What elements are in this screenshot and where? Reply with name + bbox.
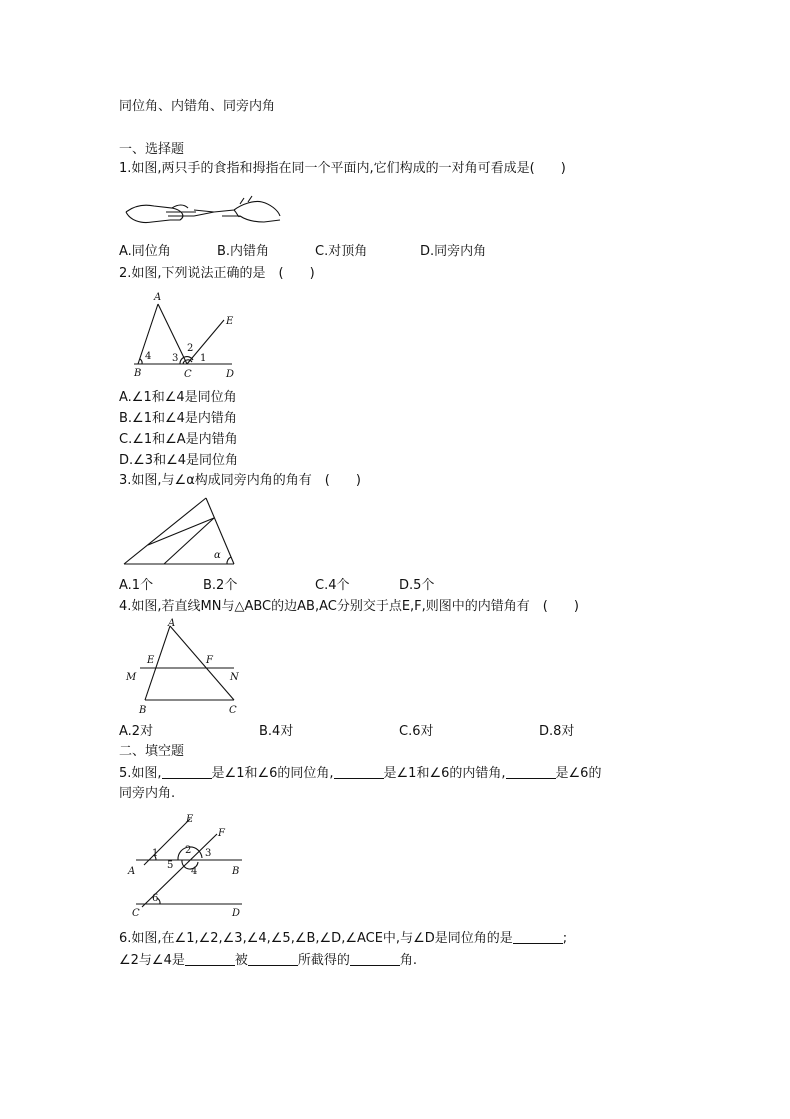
q2-label-e: E [226, 316, 234, 327]
q2-option-c: C.∠1和∠A是内错角 [119, 432, 238, 447]
q5-angle-5: 5 [167, 860, 174, 871]
q5-angle-1: 1 [152, 848, 159, 859]
q5-text-3: 是∠1和∠6的内错角, [383, 766, 506, 781]
q6-blank-3[interactable] [248, 952, 298, 966]
q2-angle-4: 4 [145, 351, 152, 362]
q1-option-b: B.内错角 [217, 244, 270, 259]
question-6-line-1 [119, 930, 567, 948]
q5-angle-6: 6 [152, 893, 159, 904]
q5-angle-3: 3 [205, 848, 212, 859]
q3-triangle-figure [122, 496, 242, 568]
q2-label-b: B [134, 368, 142, 379]
q2-angle-1: 1 [200, 353, 207, 364]
question-1-text: 1.如图,两只手的食指和拇指在同一个平面内,它们构成的一对角可看成是( ) [119, 161, 566, 176]
q2-triangle-figure [124, 290, 254, 380]
question-6-line-2 [119, 952, 417, 970]
q6-text-2b: 被 [234, 953, 248, 968]
section-fill-heading: 二、填空题 [119, 744, 185, 759]
q6-text-1: 6.如图,在∠1,∠2,∠3,∠4,∠5,∠B,∠D,∠ACE中,与∠D是同位角的是 [119, 931, 513, 946]
q5-text-1: 5.如图, [119, 766, 162, 781]
q6-blank-4[interactable] [350, 952, 400, 966]
q4-option-d: D.8对 [539, 724, 575, 739]
q5-angle-4: 4 [191, 866, 198, 877]
q6-text-2c: 所截得的 [297, 953, 350, 968]
q2-option-a: A.∠1和∠4是同位角 [119, 390, 237, 405]
q5-label-f: F [218, 828, 225, 839]
q5-blank-2[interactable] [334, 765, 384, 779]
q4-option-c: C.6对 [399, 724, 434, 739]
q3-label-alpha: α [214, 550, 221, 561]
q5-blank-1[interactable] [162, 765, 212, 779]
q5-blank-3[interactable] [506, 765, 556, 779]
q2-label-a: A [154, 292, 162, 303]
q1-option-c: C.对顶角 [315, 244, 368, 259]
page-title: 同位角、内错角、同旁内角 [119, 99, 276, 114]
q1-option-a: A.同位角 [119, 244, 171, 259]
q2-option-d: D.∠3和∠4是同位角 [119, 453, 238, 468]
q4-option-b: B.4对 [259, 724, 294, 739]
q6-text-2a: ∠2与∠4是 [119, 953, 185, 968]
q5-parallel-lines-figure [124, 812, 254, 922]
q5-text-2: 是∠1和∠6的同位角, [211, 766, 334, 781]
q4-triangle-figure [122, 618, 252, 718]
q4-label-m: M [126, 672, 137, 683]
q5-text-4: 是∠6的 [555, 766, 602, 781]
q6-blank-1[interactable] [513, 930, 563, 944]
question-2-text: 2.如图,下列说法正确的是 ( ) [119, 266, 315, 281]
q2-label-c: C [184, 369, 192, 380]
q5-label-d: D [232, 908, 241, 919]
q6-blank-2[interactable] [185, 952, 235, 966]
q4-label-b: B [139, 705, 147, 716]
q5-label-b: B [232, 866, 240, 877]
q5-angle-2: 2 [185, 845, 192, 856]
q4-label-a: A [168, 618, 176, 629]
q2-angle-2: 2 [187, 343, 194, 354]
question-5-line-2: 同旁内角. [119, 786, 176, 801]
q3-option-c: C.4个 [315, 578, 350, 593]
q4-label-n: N [230, 672, 239, 683]
q2-angle-3: 3 [172, 353, 179, 364]
question-5-line-1 [119, 765, 601, 783]
q5-label-a: A [128, 866, 136, 877]
q6-text-2d: 角. [399, 953, 418, 968]
q1-option-d: D.同旁内角 [420, 244, 487, 259]
q3-option-b: B.2个 [203, 578, 238, 593]
q5-label-e: E [186, 814, 194, 825]
q3-option-d: D.5个 [399, 578, 435, 593]
q4-label-f: F [206, 655, 213, 666]
question-4-text: 4.如图,若直线MN与△ABC的边AB,AC分别交于点E,F,则图中的内错角有 ( ) [119, 599, 579, 614]
hands-figure [122, 190, 282, 232]
question-3-text: 3.如图,与∠α构成同旁内角的角有 ( ) [119, 473, 361, 488]
section-choice-heading: 一、选择题 [119, 142, 185, 157]
q6-text-1-end: ; [562, 931, 568, 946]
q4-option-a: A.2对 [119, 724, 154, 739]
q3-option-a: A.1个 [119, 578, 154, 593]
q5-label-c: C [132, 908, 140, 919]
q4-label-e: E [147, 655, 155, 666]
q2-label-d: D [226, 369, 235, 380]
q4-label-c: C [229, 705, 237, 716]
q2-option-b: B.∠1和∠4是内错角 [119, 411, 237, 426]
